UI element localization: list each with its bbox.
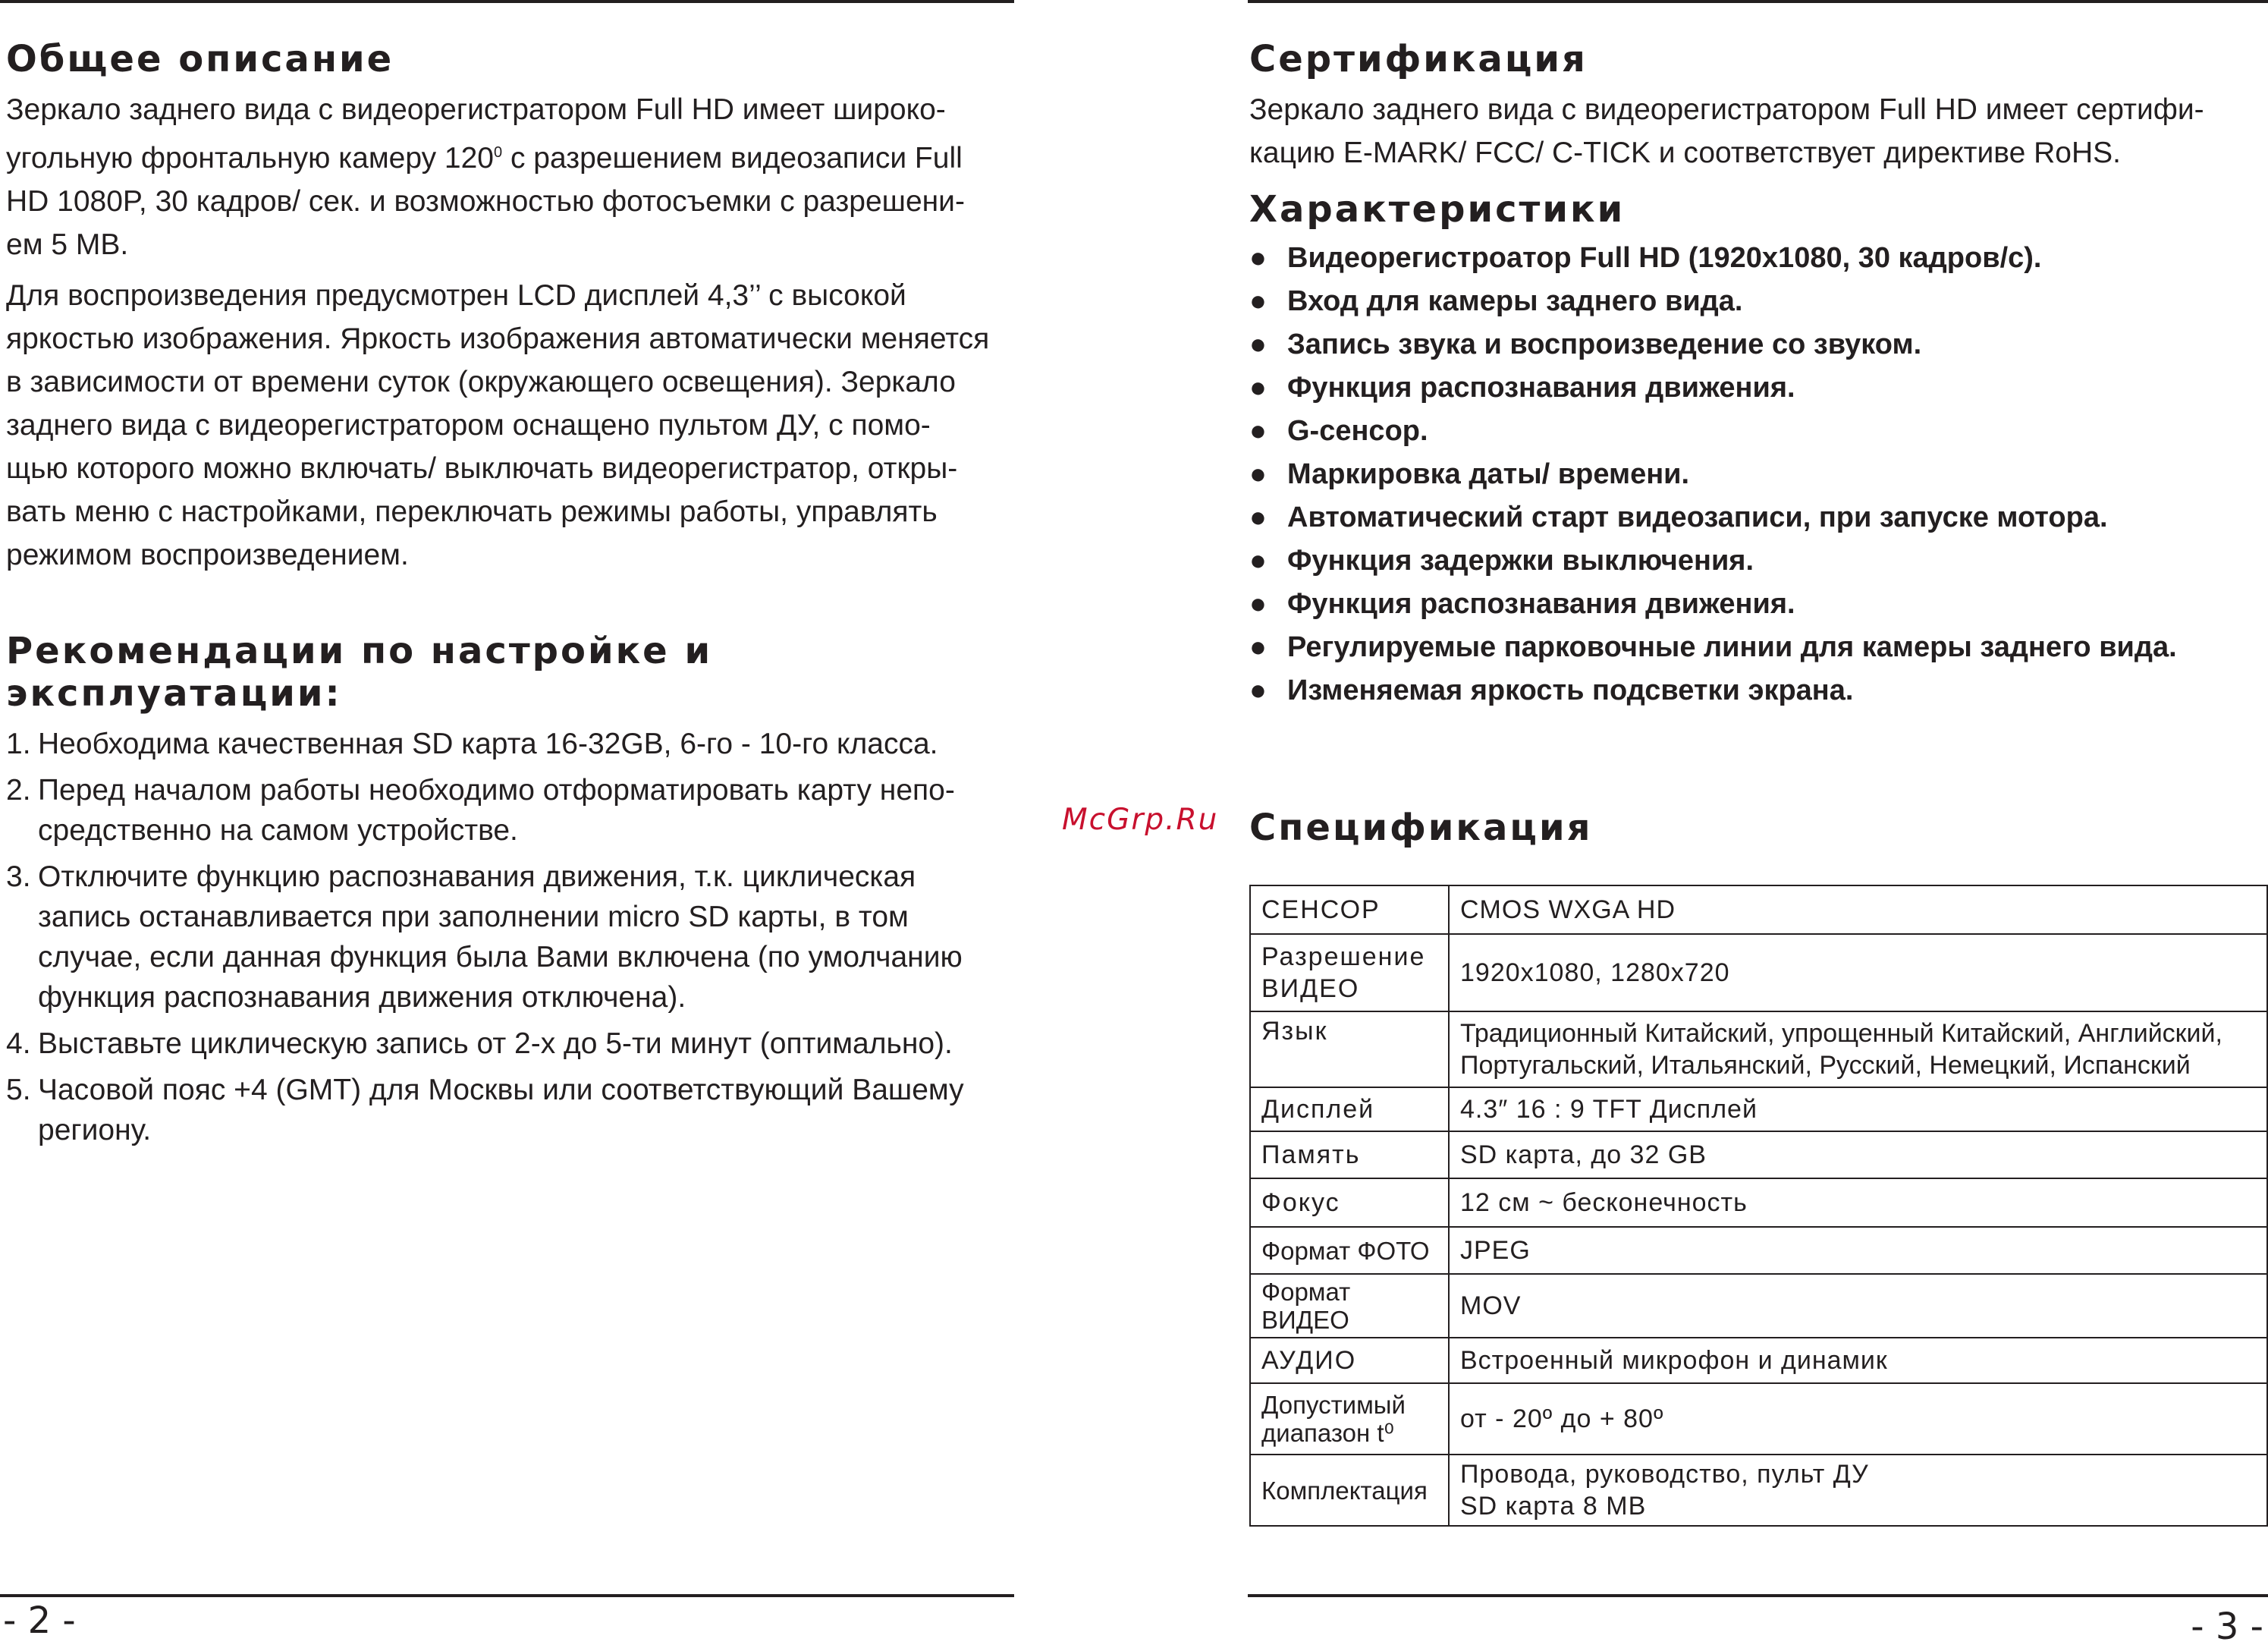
top-rule-left <box>0 0 1014 3</box>
text-span: с разрешением видеозаписи Full <box>502 142 963 175</box>
value-line: Португальский, Итальянский, Русский, Немецкий, Испанский <box>1460 1051 2191 1080</box>
text-line <box>6 131 1015 180</box>
top-rule-right <box>1248 0 2268 3</box>
bullet-icon: ● <box>1249 415 1267 447</box>
overview-paragraph-1 <box>6 88 1015 266</box>
item-text: Часовой пояс +4 (GMT) для Москвы или соответствующий Вашему <box>38 1074 964 1106</box>
page-number-right: - 3 - <box>2191 1606 2263 1648</box>
text-line: режимом воспроизведением. <box>6 539 409 571</box>
overview-heading: Общее описание <box>6 38 394 80</box>
value-line: SD карта 8 MB <box>1460 1492 1647 1521</box>
item-number: 4. <box>6 1027 31 1060</box>
spec-table <box>1249 885 2268 1527</box>
spec-value: от - 20º до + 80º <box>1449 1383 2267 1455</box>
feature-item <box>1249 280 2268 323</box>
feature-item <box>1249 583 2268 626</box>
feature-item <box>1249 366 2268 410</box>
item-text: региону. <box>38 1114 152 1146</box>
bullet-icon: ● <box>1249 588 1267 620</box>
table-row <box>1250 1383 2267 1455</box>
page-number-left: - 2 - <box>3 1599 76 1642</box>
bullet-icon: ● <box>1249 329 1267 360</box>
item-number: 1. <box>6 728 31 760</box>
right-page <box>1249 38 2268 712</box>
feature-text: Функция задержки выключения. <box>1287 545 1754 577</box>
item-text: запись останавливается при заполнении micro SD карты, в том <box>38 901 909 933</box>
bullet-icon: ● <box>1249 372 1267 404</box>
key-line: ВИДЕО <box>1261 974 1360 1003</box>
feature-item <box>1249 539 2268 583</box>
spec-key: СЕНСОР <box>1250 885 1449 934</box>
superscript: 0 <box>494 144 503 161</box>
feature-item <box>1249 410 2268 453</box>
item-text: случае, если данная функция была Вами включена (по умолчанию <box>38 941 963 973</box>
spec-key: АУДИО <box>1250 1338 1449 1383</box>
list-item <box>6 1024 1015 1064</box>
recommendations-list <box>6 724 1015 1150</box>
table-row <box>1250 1087 2267 1131</box>
table-row <box>1250 885 2267 934</box>
list-item <box>6 857 1015 1017</box>
overview-paragraph-2 <box>6 274 1015 577</box>
spec-value: 12 см ~ бесконечность <box>1449 1178 2267 1227</box>
certification-heading: Сертификация <box>1249 38 1588 80</box>
table-row <box>1250 934 2267 1011</box>
spec-key: Формат ВИДЕО <box>1250 1274 1449 1338</box>
feature-text: Функция распознавания движения. <box>1287 588 1795 620</box>
key-line: диапазон t⁰ <box>1261 1419 1394 1447</box>
item-text: Перед началом работы необходимо отформатировать карту непо- <box>38 774 955 807</box>
feature-item <box>1249 626 2268 669</box>
text-span: угольную фронтальную камеру 120 <box>6 142 494 175</box>
text-line: HD 1080P, 30 кадров/ сек. и возможностью фотосъемки с разрешени- <box>6 185 965 218</box>
left-page <box>6 38 1015 1156</box>
spec-key: Формат ФОТО <box>1250 1227 1449 1274</box>
bullet-icon: ● <box>1249 675 1267 706</box>
feature-item <box>1249 323 2268 366</box>
features-heading: Характеристики <box>1249 188 1626 231</box>
feature-item <box>1249 453 2268 496</box>
bullet-icon: ● <box>1249 502 1267 533</box>
spec-value: Встроенный микрофон и динамик <box>1449 1338 2267 1383</box>
list-item <box>6 1070 1015 1150</box>
table-row <box>1250 1455 2267 1526</box>
feature-text: G-сенсор. <box>1287 415 1428 447</box>
text-line: в зависимости от времени суток (окружающего освещения). Зеркало <box>6 366 956 398</box>
item-text: средственно на самом устройстве. <box>38 814 518 847</box>
text-line: ем 5 MB. <box>6 228 129 261</box>
item-text: функция распознавания движения отключена). <box>38 981 686 1014</box>
bottom-rule-left <box>0 1594 1014 1597</box>
feature-text: Вход для камеры заднего вида. <box>1287 285 1743 317</box>
item-text: Выставьте циклическую запись от 2-х до 5-ти минут (оптимально). <box>38 1027 953 1060</box>
text-line: заднего вида с видеорегистратором оснащено пультом ДУ, с помо- <box>6 409 931 442</box>
bullet-icon: ● <box>1249 285 1267 317</box>
spec-key: Память <box>1250 1131 1449 1178</box>
feature-text: Регулируемые парковочные линии для камеры заднего вида. <box>1287 631 2177 663</box>
text-line: вать меню с настройками, переключать режимы работы, управлять <box>6 495 938 528</box>
feature-text: Изменяемая яркость подсветки экрана. <box>1287 675 1854 706</box>
list-item <box>6 724 1015 764</box>
spec-key: Комплектация <box>1250 1455 1449 1526</box>
bullet-icon: ● <box>1249 631 1267 663</box>
key-line: Разрешение <box>1261 942 1426 971</box>
spec-value <box>1449 1455 2267 1526</box>
feature-item <box>1249 669 2268 712</box>
item-text: Отключите функцию распознавания движения, т.к. циклическая <box>38 860 916 893</box>
spec-heading: Спецификация <box>1249 807 1593 849</box>
bottom-rule-right <box>1248 1594 2268 1597</box>
table-row <box>1250 1338 2267 1383</box>
bullet-icon: ● <box>1249 242 1267 274</box>
spec-value: 1920x1080, 1280x720 <box>1449 934 2267 1011</box>
text-line: Зеркало заднего вида с видеорегистратором Full HD имеет сертифи- <box>1249 93 2204 126</box>
text-line: щью которого можно включать/ выключать видеорегистратор, откры- <box>6 452 958 485</box>
list-item <box>6 770 1015 851</box>
recommendations-heading: Рекомендации по настройке и эксплуатации: <box>6 630 713 715</box>
item-text: Необходима качественная SD карта 16-32GB, 6-го - 10-го класса. <box>38 728 938 760</box>
watermark: McGrp.Ru <box>1062 803 1219 837</box>
feature-text: Функция распознавания движения. <box>1287 372 1795 404</box>
spec-value: CMOS WXGA HD <box>1449 885 2267 934</box>
feature-text: Видеорегистроатор Full HD (1920x1080, 30 кадров/с). <box>1287 242 2042 274</box>
text-line: Зеркало заднего вида с видеорегистратором Full HD имеет широко- <box>6 93 946 126</box>
table-row <box>1250 1011 2267 1087</box>
feature-text: Автоматический старт видеозаписи, при запуске мотора. <box>1287 502 2108 533</box>
text-line: яркостью изображения. Яркость изображения автоматически меняется <box>6 322 990 355</box>
item-number: 5. <box>6 1074 31 1106</box>
item-number: 3. <box>6 860 31 893</box>
spec-value: MOV <box>1449 1274 2267 1338</box>
feature-item <box>1249 496 2268 539</box>
key-line: Допустимый <box>1261 1391 1406 1419</box>
bullet-icon: ● <box>1249 545 1267 577</box>
spec-key: Фокус <box>1250 1178 1449 1227</box>
certification-text <box>1249 88 2268 175</box>
value-line: Провода, руководство, пульт ДУ <box>1460 1460 1869 1489</box>
table-row <box>1250 1274 2267 1338</box>
text-line: Для воспроизведения предусмотрен LCD дисплей 4,3’’ с высокой <box>6 279 906 312</box>
feature-text: Маркировка даты/ времени. <box>1287 458 1690 490</box>
table-row <box>1250 1131 2267 1178</box>
spec-key: Язык <box>1250 1011 1449 1087</box>
spec-value: 4.3″ 16 : 9 TFT Дисплей <box>1449 1087 2267 1131</box>
bullet-icon: ● <box>1249 458 1267 490</box>
value-line: Традиционный Китайский, упрощенный Китайский, Английский, <box>1460 1019 2222 1048</box>
spec-key: Дисплей <box>1250 1087 1449 1131</box>
spec-value: JPEG <box>1449 1227 2267 1274</box>
features-list <box>1249 237 2268 712</box>
table-row <box>1250 1227 2267 1274</box>
feature-item <box>1249 237 2268 280</box>
feature-text: Запись звука и воспроизведение со звуком. <box>1287 329 1922 360</box>
table-row <box>1250 1178 2267 1227</box>
spec-key <box>1250 934 1449 1011</box>
spec-key <box>1250 1383 1449 1455</box>
text-line: кацию E-MARK/ FCC/ C-TICK и соответствует директиве RoHS. <box>1249 137 2121 169</box>
spec-value <box>1449 1011 2267 1087</box>
item-number: 2. <box>6 774 31 807</box>
spec-value: SD карта, до 32 GB <box>1449 1131 2267 1178</box>
